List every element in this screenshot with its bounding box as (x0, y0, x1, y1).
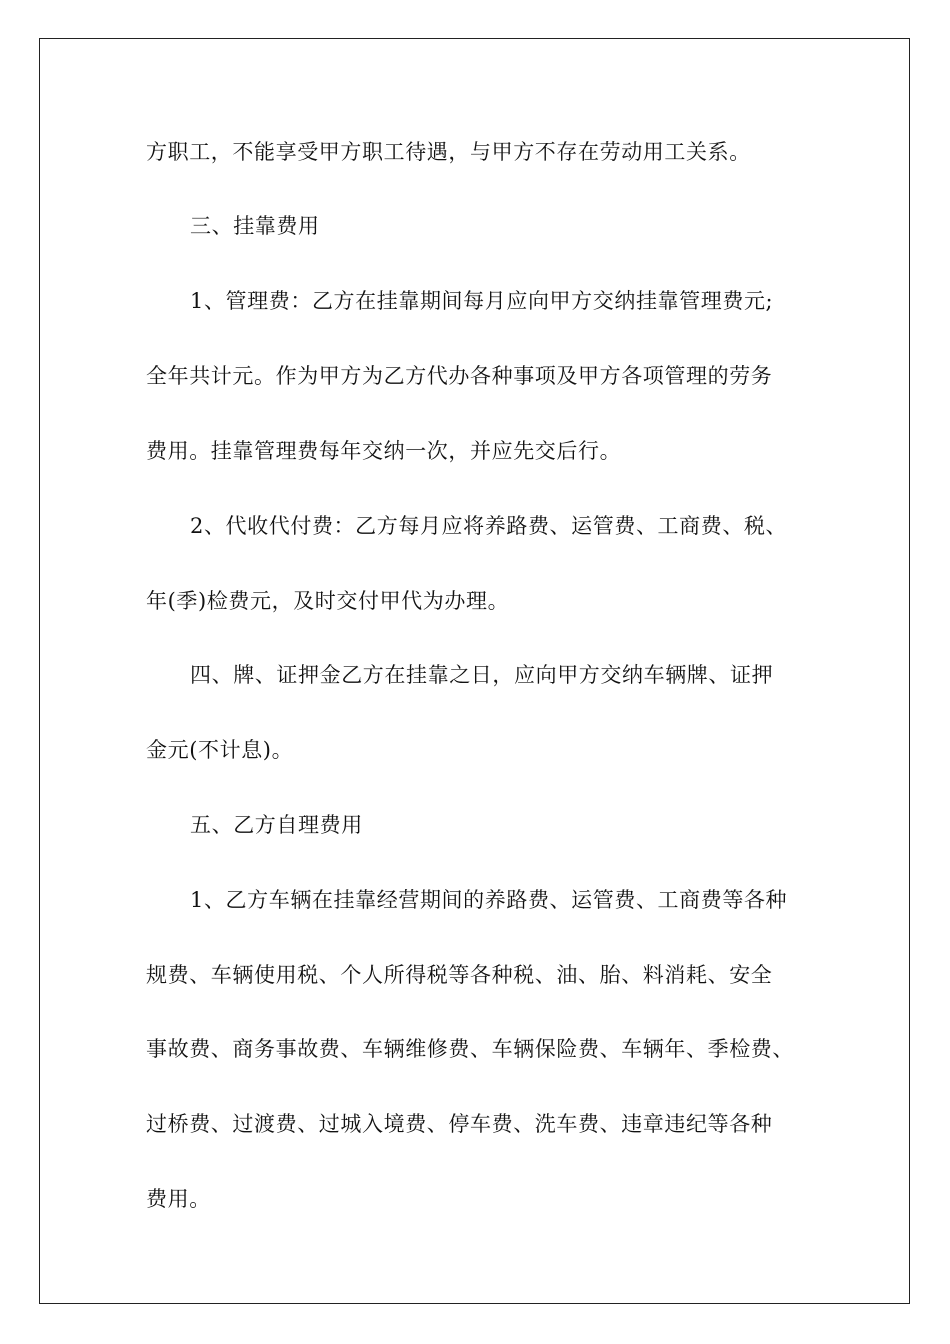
text-line: 1、管理费：乙方在挂靠期间每月应向甲方交纳挂靠管理费元; (190, 289, 774, 313)
section-heading: 五、乙方自理费用 (190, 813, 363, 837)
text-line: 费用。 (146, 1187, 211, 1211)
section-heading: 三、挂靠费用 (190, 214, 320, 238)
text-line: 事故费、商务事故费、车辆维修费、车辆保险费、车辆年、季检费、 (146, 1037, 794, 1061)
text-line: 方职工，不能享受甲方职工待遇，与甲方不存在劳动用工关系。 (146, 140, 751, 164)
text-line: 过桥费、过渡费、过城入境费、停车费、洗车费、违章违纪等各种 (146, 1112, 773, 1136)
text-line: 2、代收代付费：乙方每月应将养路费、运管费、工商费、税、 (190, 514, 788, 538)
text-line: 全年共计元。作为甲方为乙方代办各种事项及甲方各项管理的劳务 (146, 364, 773, 388)
text-line: 1、乙方车辆在挂靠经营期间的养路费、运管费、工商费等各种 (190, 888, 788, 912)
section-heading: 四、牌、证押金乙方在挂靠之日，应向甲方交纳车辆牌、证押 (190, 663, 774, 687)
text-line: 规费、车辆使用税、个人所得税等各种税、油、胎、料消耗、安全 (146, 963, 773, 987)
text-line: 年(季)检费元，及时交付甲代为办理。 (146, 589, 510, 613)
text-line: 金元(不计息)。 (146, 738, 294, 762)
text-line: 费用。挂靠管理费每年交纳一次，并应先交后行。 (146, 439, 622, 463)
